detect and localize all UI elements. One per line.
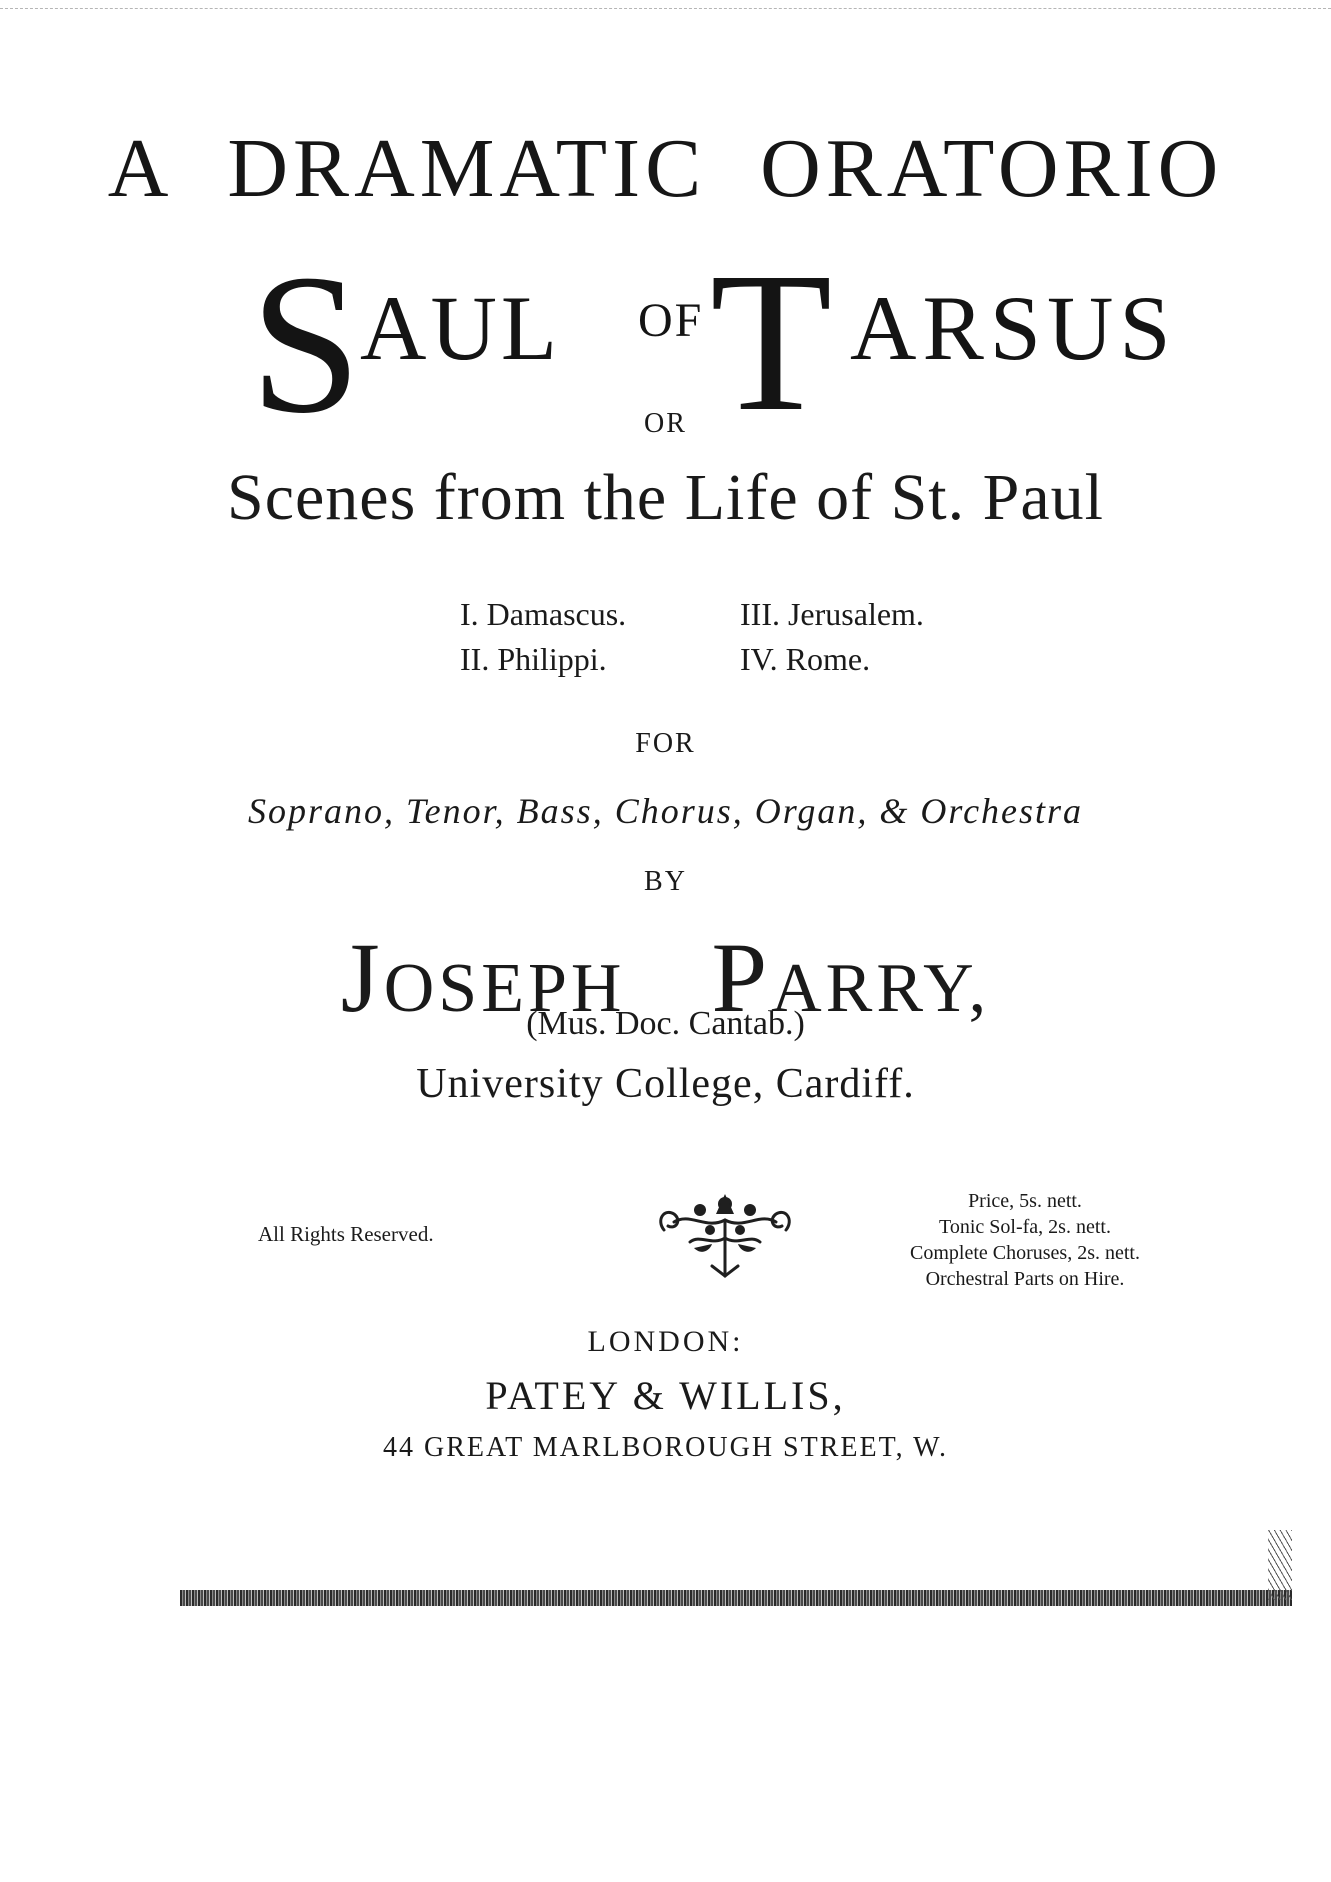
bottom-rule [180, 1590, 1292, 1606]
composer-initial-p: P [711, 922, 772, 1033]
composer-initial-j: J [340, 922, 384, 1033]
part-item: III. Jerusalem. [740, 596, 924, 632]
by-word: BY [644, 866, 687, 897]
scan-corner-mark [1268, 1530, 1292, 1600]
publisher-name: PATEY & WILLIS, [485, 1373, 846, 1418]
part-item: I. Damascus. [460, 596, 627, 632]
composer-institution: University College, Cardiff. [416, 1061, 915, 1107]
heading-word: ORATORIO [760, 122, 1224, 215]
for-word: FOR [635, 728, 696, 759]
heading-word: A [107, 122, 174, 215]
voices-line: Soprano, Tenor, Bass, Chorus, Organ, & Orchestra [247, 791, 1084, 831]
price-line: Orchestral Parts on Hire. [925, 1268, 1125, 1290]
top-rule [0, 8, 1331, 9]
title-initial-s: S [250, 234, 362, 455]
title-connector: OF [638, 294, 704, 347]
publisher-address: 44 GREAT MARLBOROUGH STREET, W. [382, 1432, 948, 1463]
subtitle: Scenes from the Life of St. Paul [227, 461, 1104, 534]
price-line: Price, 5s. nett. [968, 1190, 1082, 1212]
composer-first-name: OSEPH [383, 950, 626, 1027]
price-line: Tonic Sol-fa, 2s. nett. [939, 1216, 1111, 1238]
rights-notice: All Rights Reserved. [258, 1222, 434, 1246]
composer-degree: (Mus. Doc. Cantab.) [526, 1005, 805, 1042]
or-word: OR [644, 408, 687, 439]
price-line: Complete Choruses, 2s. nett. [910, 1242, 1140, 1264]
heading-word: DRAMATIC [227, 122, 707, 215]
title-word-tarsus: ARSUS [850, 277, 1177, 379]
work-type-heading [0, 120, 1331, 217]
publisher-city: LONDON: [587, 1325, 744, 1358]
part-item: IV. Rome. [740, 641, 871, 677]
floral-ornament-icon [650, 1190, 800, 1282]
composer-last-name: ARRY, [771, 950, 991, 1027]
parts-list [460, 596, 1020, 678]
title-initial-t: T [710, 232, 833, 453]
part-item: II. Philippi. [460, 641, 607, 677]
title-word-saul: AUL [360, 277, 562, 379]
price-list [860, 1188, 1190, 1292]
